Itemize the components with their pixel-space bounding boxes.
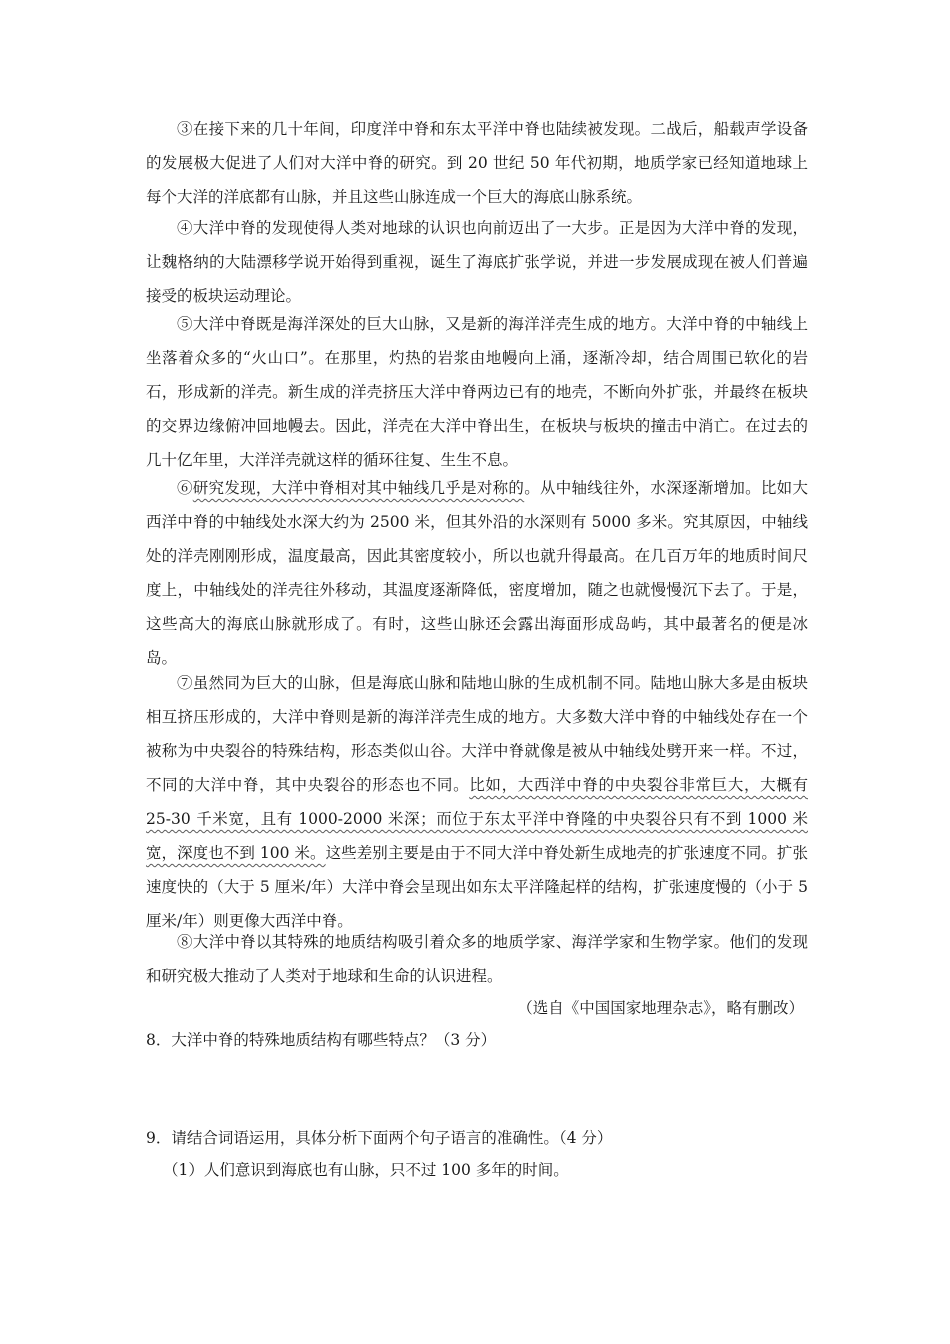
paragraph-6-number: ⑥ (177, 479, 193, 497)
underlined-sentence-2: 比如，大西洋中脊的中央裂谷非常巨大，大概有 25-30 千米宽，且有 1000-2000 米深；而位于东太平洋中脊隆的中央裂谷只有不到 1000 米宽，深度也不到 100 米。 (146, 776, 808, 862)
question-9-part-1: （1）人们意识到海底也有山脉，只不过 100 多年的时间。 (163, 1161, 569, 1179)
paragraph-5: ⑤大洋中脊既是海洋深处的巨大山脉，又是新的海洋洋壳生成的地方。大洋中脊的中轴线上坐落着众多的“火山口”。在那里，灼热的岩浆由地幔向上涌，逐渐冷却，结合周围已软化的岩石，形成新的洋壳。新生成的洋壳挤压大洋中脊两边已有的地壳，不断向外扩张，并最终在板块的交界边缘俯冲回地幔去。因此，洋壳在大洋中脊出生，在板块与板块的撞击中消亡。在过去的几十亿年里，大洋洋壳就这样的循环往复、生生不息。 (146, 315, 808, 469)
question-8: 8．大洋中脊的特殊地质结构有哪些特点？（3 分） (146, 1031, 497, 1049)
source-citation: （选自《中国国家地理杂志》，略有删改） (517, 999, 804, 1017)
paragraph-8: ⑧大洋中脊以其特殊的地质结构吸引着众多的地质学家、海洋学家和生物学家。他们的发现和研究极大推动了人类对于地球和生命的认识进程。 (146, 933, 808, 985)
paragraph-7-text-after: 这些差别主要是由于不同大洋中脊处新生成地壳的扩张速度不同。扩张速度快的（大于 5 厘米/年）大洋中脊会呈现出如东太平洋隆起样的结构，扩张速度慢的（小于 5 厘米/年）则更像大西洋中脊。 (146, 844, 808, 930)
paragraph-6-text: 。从中轴线往外，水深逐渐增加。比如大西洋中脊的中轴线处水深大约为 2500 米，但其外沿的水深则有 5000 多米。究其原因，中轴线处的洋壳刚刚形成，温度最高，因此其密度较小，所以也就升得最高。在几百万年的地质时间尺度上，中轴线处的洋壳往外移动，其温度逐渐降低，密度增加，随之也就慢慢沉下去了。于是，这些高大的海底山脉就形成了。有时，这些山脉还会露出海面形成岛屿，其中最著名的便是冰岛。 (146, 479, 808, 667)
paragraph-4: ④大洋中脊的发现使得人类对地球的认识也向前迈出了一大步。正是因为大洋中脊的发现，让魏格纳的大陆漂移学说开始得到重视，诞生了海底扩张学说，并进一步发展成现在被人们普遍接受的板块运动理论。 (146, 219, 808, 305)
paragraph-7 (146, 666, 808, 938)
underlined-sentence-1: 研究发现，大洋中脊相对其中轴线几乎是对称的 (192, 479, 525, 497)
paragraph-3: ③在接下来的几十年间，印度洋中脊和东太平洋中脊也陆续被发现。二战后，船载声学设备的发展极大促进了人们对大洋中脊的研究。到 20 世纪 50 年代初期，地质学家已经知道地球上每个大洋的洋底都有山脉，并且这些山脉连成一个巨大的海底山脉系统。 (146, 120, 808, 206)
paragraph-6 (146, 471, 808, 675)
question-9: 9．请结合词语运用，具体分析下面两个句子语言的准确性。（4 分） (146, 1129, 613, 1147)
paragraph-7-text-before: ⑦虽然同为巨大的山脉，但是海底山脉和陆地山脉的生成机制不同。陆地山脉大多是由板块相互挤压形成的，大洋中脊则是新的海洋洋壳生成的地方。大多数大洋中脊的中轴线处存在一个被称为中央裂谷的特殊结构，形态类似山谷。大洋中脊就像是被从中轴线处劈开来一样。不过，不同的大洋中脊，其中央裂谷的形态也不同。 (146, 674, 808, 794)
